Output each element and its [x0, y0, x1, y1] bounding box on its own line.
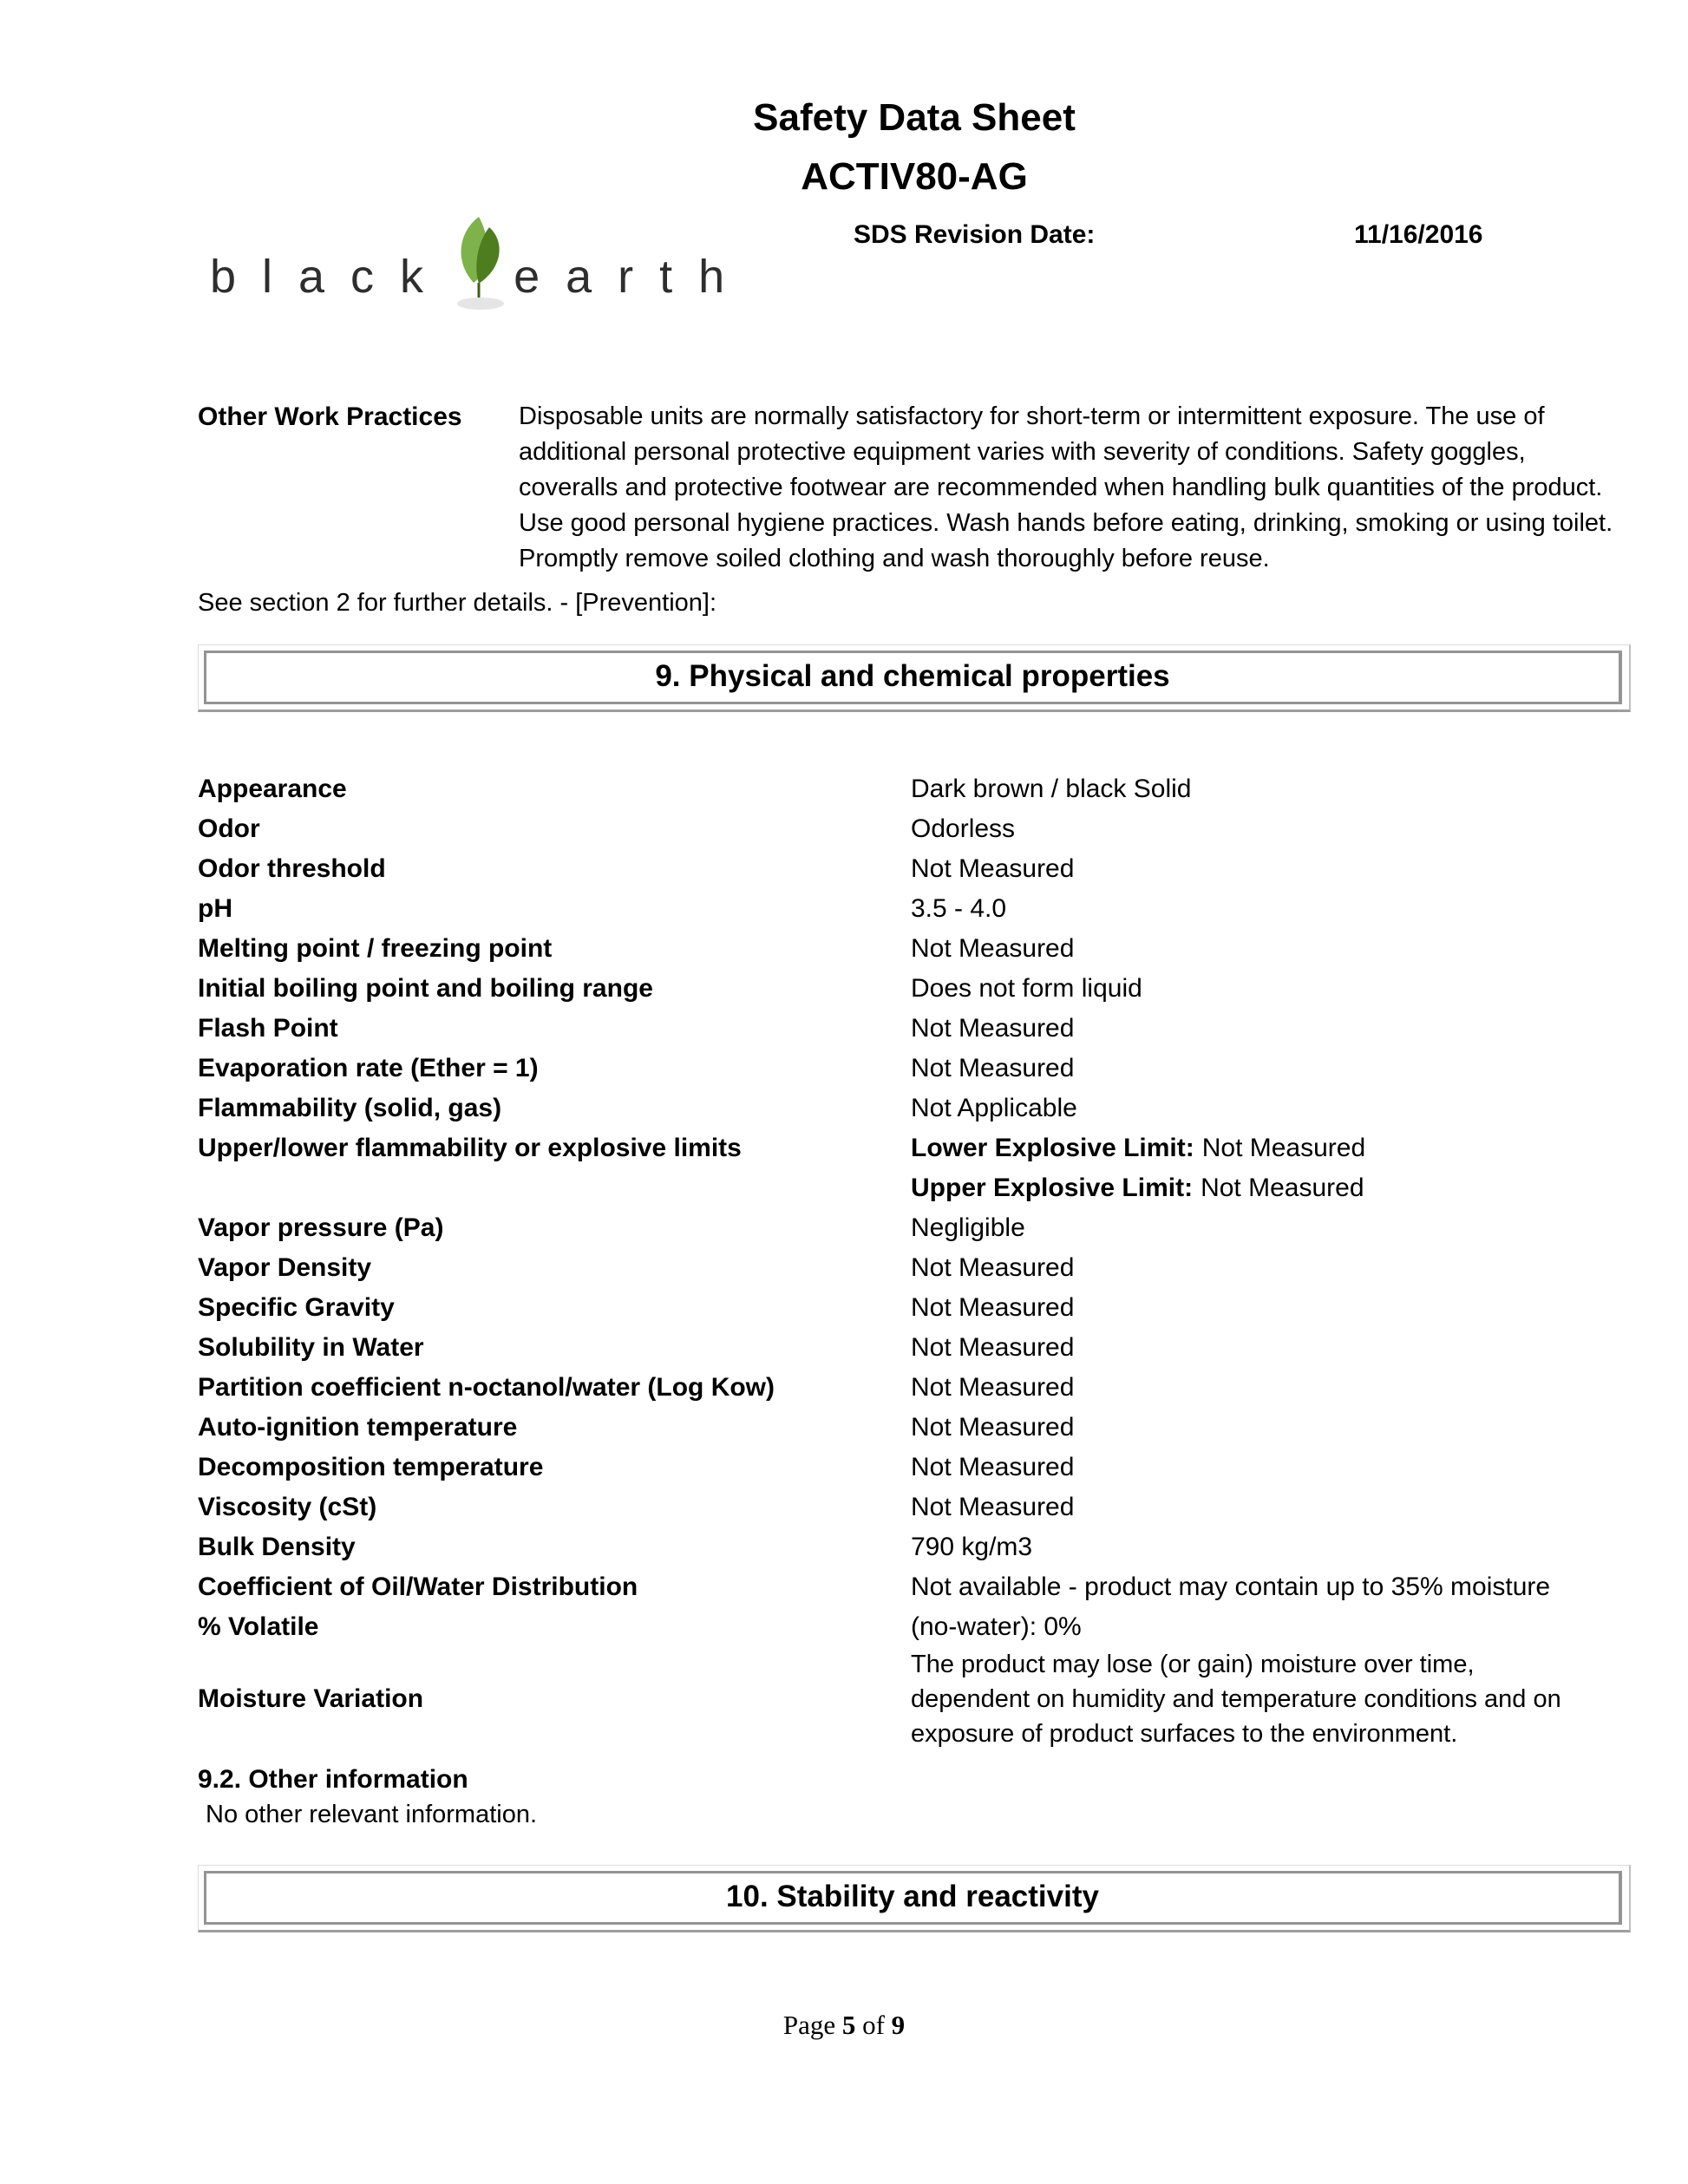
- property-value: [911, 1448, 1631, 1488]
- property-label: Partition coefficient n-octanol/water (Log Kow): [198, 1373, 775, 1402]
- property-value: [911, 1288, 1631, 1328]
- property-label: Flash Point: [198, 1014, 338, 1043]
- property-row: [198, 1408, 1631, 1448]
- property-value-text: Negligible: [911, 1213, 1025, 1242]
- property-label: Melting point / freezing point: [198, 934, 553, 963]
- property-row: [198, 1248, 1631, 1288]
- properties-list: [198, 769, 1631, 1647]
- property-row: [198, 929, 1631, 969]
- property-value: [911, 929, 1631, 969]
- property-value: [911, 1488, 1631, 1527]
- property-value: [911, 1009, 1631, 1049]
- property-label: pH: [198, 894, 232, 923]
- sds-revision-date: 11/16/2016: [1354, 220, 1483, 249]
- property-label: Decomposition temperature: [198, 1453, 544, 1481]
- property-value-text: Not Measured: [1201, 1174, 1364, 1202]
- property-row: [198, 1168, 1631, 1208]
- prevention-note: See section 2 for further details. - [Prevention]:: [198, 589, 717, 617]
- property-row: [198, 969, 1631, 1009]
- property-value-text: Not available - product may contain up to 35% moisture: [911, 1573, 1551, 1601]
- footer-page-number: 5: [841, 2010, 856, 2040]
- logo-word-black: black: [210, 251, 450, 303]
- property-value-text: Odorless: [911, 814, 1016, 843]
- main-content: [198, 399, 1631, 1932]
- property-value: [911, 1607, 1631, 1647]
- subsection-9-2-heading: 9.2. Other information: [198, 1765, 468, 1794]
- property-value-text: Not Measured: [911, 1453, 1075, 1481]
- property-value: [911, 1168, 1631, 1208]
- property-value: [911, 1527, 1631, 1567]
- footer-total-pages: 9: [891, 2010, 906, 2040]
- property-value: [911, 849, 1631, 889]
- work-practices-section: [198, 399, 1631, 577]
- moisture-variation-label: Moisture Variation: [198, 1684, 424, 1713]
- property-value: [911, 889, 1631, 929]
- property-row: [198, 1128, 1631, 1168]
- property-value-text: Not Measured: [911, 1293, 1075, 1322]
- property-label: Odor: [198, 814, 260, 843]
- property-value: [911, 1328, 1631, 1368]
- property-value: [911, 1208, 1631, 1248]
- property-label: [198, 1168, 911, 1208]
- property-value-text: Not Measured: [911, 1333, 1075, 1362]
- section-10-title: 10. Stability and reactivity: [204, 1871, 1622, 1925]
- property-row: [198, 889, 1631, 929]
- property-value: [911, 1567, 1631, 1607]
- property-label: Flammability (solid, gas): [198, 1094, 502, 1122]
- work-practices-paragraph-1: Disposable units are normally satisfactory for short-term or intermittent exposure. The use of additional personal protective equipment varies with severity of conditions. Safety goggles, coveralls and protective footwear are recommended when handling bulk quantities of the product.: [519, 402, 1603, 501]
- property-label: Odor threshold: [198, 854, 386, 883]
- property-label: Appearance: [198, 775, 347, 803]
- property-row: [198, 1527, 1631, 1567]
- property-label: Viscosity (cSt): [198, 1493, 377, 1521]
- property-label: Auto-ignition temperature: [198, 1413, 518, 1442]
- property-row: [198, 1049, 1631, 1089]
- property-row: [198, 1208, 1631, 1248]
- property-value-bold-prefix: Lower Explosive Limit:: [911, 1134, 1194, 1162]
- property-value-text: Does not form liquid: [911, 974, 1142, 1003]
- property-value: [911, 1049, 1631, 1089]
- property-value-text: Not Measured: [911, 1373, 1075, 1402]
- property-value-text: Not Measured: [911, 1413, 1075, 1442]
- property-value-text: Not Measured: [911, 854, 1075, 883]
- property-value-text: Not Measured: [911, 934, 1075, 963]
- property-value-text: Not Measured: [911, 1054, 1075, 1082]
- property-row: [198, 1448, 1631, 1488]
- property-value: [911, 809, 1631, 849]
- property-value-text: Not Measured: [1201, 1134, 1366, 1162]
- property-value: [911, 969, 1631, 1009]
- property-label: % Volatile: [198, 1612, 319, 1641]
- footer-of-label: of: [862, 2010, 885, 2040]
- property-value: [911, 1368, 1631, 1408]
- property-value-text: 790 kg/m3: [911, 1533, 1033, 1561]
- property-value-bold-prefix: Upper Explosive Limit:: [911, 1174, 1194, 1202]
- property-value: [911, 769, 1631, 809]
- property-label: Initial boiling point and boiling range: [198, 974, 653, 1003]
- property-row: [198, 1288, 1631, 1328]
- property-row: [198, 1009, 1631, 1049]
- product-name: ACTIV80-AG: [801, 155, 1028, 198]
- property-row: [198, 1488, 1631, 1527]
- property-row: [198, 1607, 1631, 1647]
- page-footer: [0, 2009, 1688, 2042]
- work-practices-text: [519, 399, 1627, 577]
- property-value-text: Dark brown / black Solid: [911, 775, 1192, 803]
- section-10-header-box: [198, 1865, 1631, 1932]
- property-row: [198, 1567, 1631, 1607]
- property-row: [198, 1328, 1631, 1368]
- work-practices-paragraph-2: Use good personal hygiene practices. Wash hands before eating, drinking, smoking or using toilet. Promptly remove soiled clothing and wash thoroughly before reuse.: [519, 509, 1613, 572]
- property-value: [911, 1128, 1631, 1168]
- other-information-text: No other relevant information.: [206, 1801, 538, 1828]
- property-value: [911, 1248, 1631, 1288]
- property-label: Upper/lower flammability or explosive limits: [198, 1134, 742, 1162]
- section-9-title: 9. Physical and chemical properties: [204, 651, 1622, 704]
- leaf-icon: [449, 213, 514, 312]
- property-value: [911, 1408, 1631, 1448]
- property-label: Solubility in Water: [198, 1333, 424, 1362]
- property-label: Evaporation rate (Ether = 1): [198, 1054, 539, 1082]
- property-value-text: Not Measured: [911, 1253, 1075, 1282]
- property-value-text: Not Applicable: [911, 1094, 1077, 1122]
- moisture-variation-row: [198, 1647, 1631, 1751]
- section-9-header-box: [198, 644, 1631, 712]
- document-title: Safety Data Sheet: [753, 96, 1076, 139]
- logo-word-earth: earth: [514, 251, 751, 303]
- property-label: Specific Gravity: [198, 1293, 395, 1322]
- property-row: [198, 1089, 1631, 1128]
- property-value-text: Not Measured: [911, 1014, 1075, 1043]
- property-label: Vapor Density: [198, 1253, 372, 1282]
- work-practices-label: Other Work Practices: [198, 402, 462, 431]
- property-label: Vapor pressure (Pa): [198, 1213, 444, 1242]
- moisture-variation-text: The product may lose (or gain) moisture over time, dependent on humidity and temperature conditions and on exposure of product surfaces to the environment.: [911, 1651, 1561, 1748]
- property-row: [198, 849, 1631, 889]
- property-row: [198, 769, 1631, 809]
- property-value-text: (no-water): 0%: [911, 1612, 1082, 1641]
- property-value: [911, 1089, 1631, 1128]
- property-label: Bulk Density: [198, 1533, 356, 1561]
- property-row: [198, 809, 1631, 849]
- property-row: [198, 1368, 1631, 1408]
- footer-page-label: Page: [782, 2010, 836, 2040]
- brand-logo: [210, 213, 750, 312]
- property-value-text: 3.5 - 4.0: [911, 894, 1007, 923]
- sds-revision-label: SDS Revision Date:: [854, 220, 1096, 249]
- property-value-text: Not Measured: [911, 1493, 1075, 1521]
- property-label: Coefficient of Oil/Water Distribution: [198, 1573, 638, 1601]
